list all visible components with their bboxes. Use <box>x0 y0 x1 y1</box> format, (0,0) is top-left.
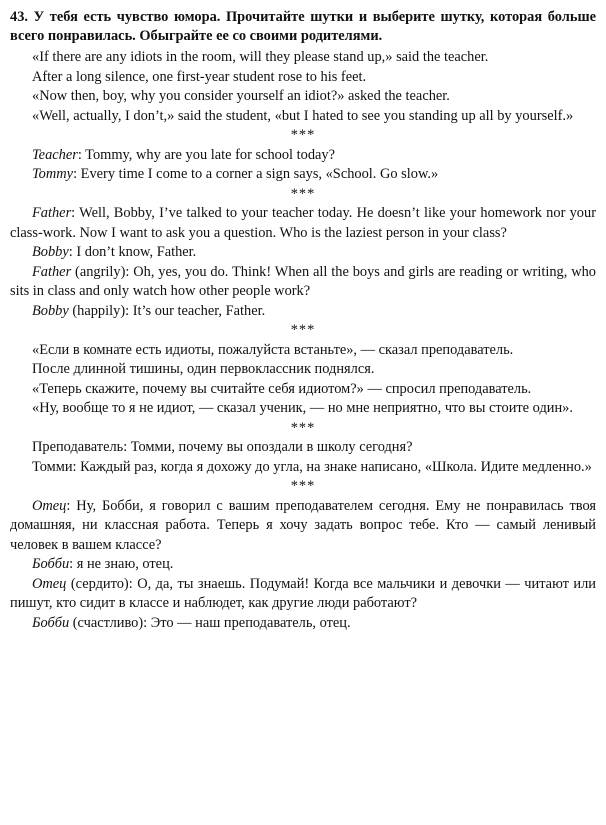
paragraph-ru-10 <box>10 614 596 634</box>
paragraph-en-3: «Now then, boy, why you consider yourself an idiot?» asked the teacher. <box>32 88 450 105</box>
speaker-father-2: Father <box>32 263 72 280</box>
paragraph-ru-6: Томми: Каждый раз, когда я дохожу до угла, на знаке написано, «Школа. Идите медленно.» <box>32 458 592 475</box>
speaker-tommy-text: : Every time I come to a corner a sign says, «School. Go slow.» <box>73 166 439 183</box>
speaker-bobbi-2: Бобби <box>32 614 70 631</box>
paragraph-ru-9 <box>10 575 596 614</box>
speaker-bobby-1: Bobby <box>32 244 69 261</box>
speaker-teacher: Teacher <box>32 146 78 163</box>
paragraph-ru-1: «Если в комнате есть идиоты, пожалуйста встаньте», — сказал преподаватель. <box>32 341 514 358</box>
paragraph-ru-7 <box>10 497 596 556</box>
speaker-bobbi-1: Бобби <box>32 556 70 573</box>
separator-2: *** <box>290 185 316 202</box>
paragraph-en-10 <box>10 302 596 322</box>
paragraph-ru-8 <box>10 555 596 575</box>
paragraph-en-1: «If there are any idiots in the room, will they please stand up,» said the teacher. <box>32 49 489 66</box>
separator-4: *** <box>290 419 316 436</box>
speaker-otec-1: Отец <box>32 497 67 514</box>
speaker-bobbi-1-text: : я не знаю, отец. <box>69 556 174 573</box>
speaker-bobby-1-text: : I don’t know, Father. <box>68 244 197 261</box>
paragraph-en-9 <box>10 263 596 302</box>
speaker-father-2-text: (angrily): Oh, yes, you do. Think! When all the boys and girls are reading or writing, who sits in class and only watch how other people work? <box>10 263 596 300</box>
speaker-teacher-text: : Tommy, why are you late for school today? <box>77 146 336 163</box>
paragraph-en-4: «Well, actually, I don’t,» said the student, «but I hated to see you standing up all by yourself.» <box>32 107 574 124</box>
paragraph-en-5 <box>10 146 596 166</box>
speaker-bobby-2: Bobby <box>32 302 69 319</box>
paragraph-en-8 <box>10 243 596 263</box>
exercise-number: 43. <box>10 9 28 25</box>
speaker-bobby-2-text: (happily): It’s our teacher, Father. <box>68 302 266 319</box>
paragraph-en-2: After a long silence, one first-year student rose to his feet. <box>32 68 367 85</box>
speaker-otec-2-text: (сердито): О, да, ты знаешь. Подумай! Когда все мальчики и девочки — читают или пишут, кто сидит в классе и наблюдет, как другие люди работают? <box>10 575 596 612</box>
speaker-father-1-text: : Well, Bobby, I’ve talked to your teacher today. He doesn’t like your homework nor your class-work. Now I want to ask you a question. Who is the laziest person in your class? <box>10 205 596 241</box>
page-title <box>10 8 596 46</box>
paragraph-en-6 <box>10 165 596 185</box>
separator-1: *** <box>290 127 316 144</box>
paragraph-en-7 <box>10 204 596 243</box>
speaker-father-1: Father <box>32 205 72 222</box>
speaker-otec-2: Отец <box>32 575 67 592</box>
paragraph-ru-4: «Ну, вообще то я не идиот, — сказал ученик, — но мне неприятно, что вы стоите один». <box>32 400 573 417</box>
paragraph-ru-3: «Теперь скажите, почему вы считайте себя идиотом?» — спросил преподаватель. <box>32 380 532 397</box>
separator-5: *** <box>290 478 316 495</box>
paragraph-ru-2: После длинной тишины, один первоклассник поднялся. <box>32 361 375 378</box>
speaker-otec-1-text: : Ну, Бобби, я говорил с вашим преподавателем сегодня. Ему не понравилась твоя домашняя, ни классная работа. Теперь я хочу задать вопрос тебе. Кто — самый ленивый человек в вашем классе? <box>10 497 596 553</box>
speaker-tommy: Tommy <box>32 166 74 183</box>
paragraph-ru-5: Преподаватель: Томми, почему вы опоздали в школу сегодня? <box>32 439 413 456</box>
speaker-bobbi-2-text: (счастливо): Это — наш преподаватель, отец. <box>69 614 351 631</box>
exercise-instruction: У тебя есть чувство юмора. Прочитайте шутки и выберите шутку, которая больше всего понравилась. Обыграйте ее со своими родителями. <box>10 9 596 45</box>
separator-3: *** <box>290 322 316 339</box>
